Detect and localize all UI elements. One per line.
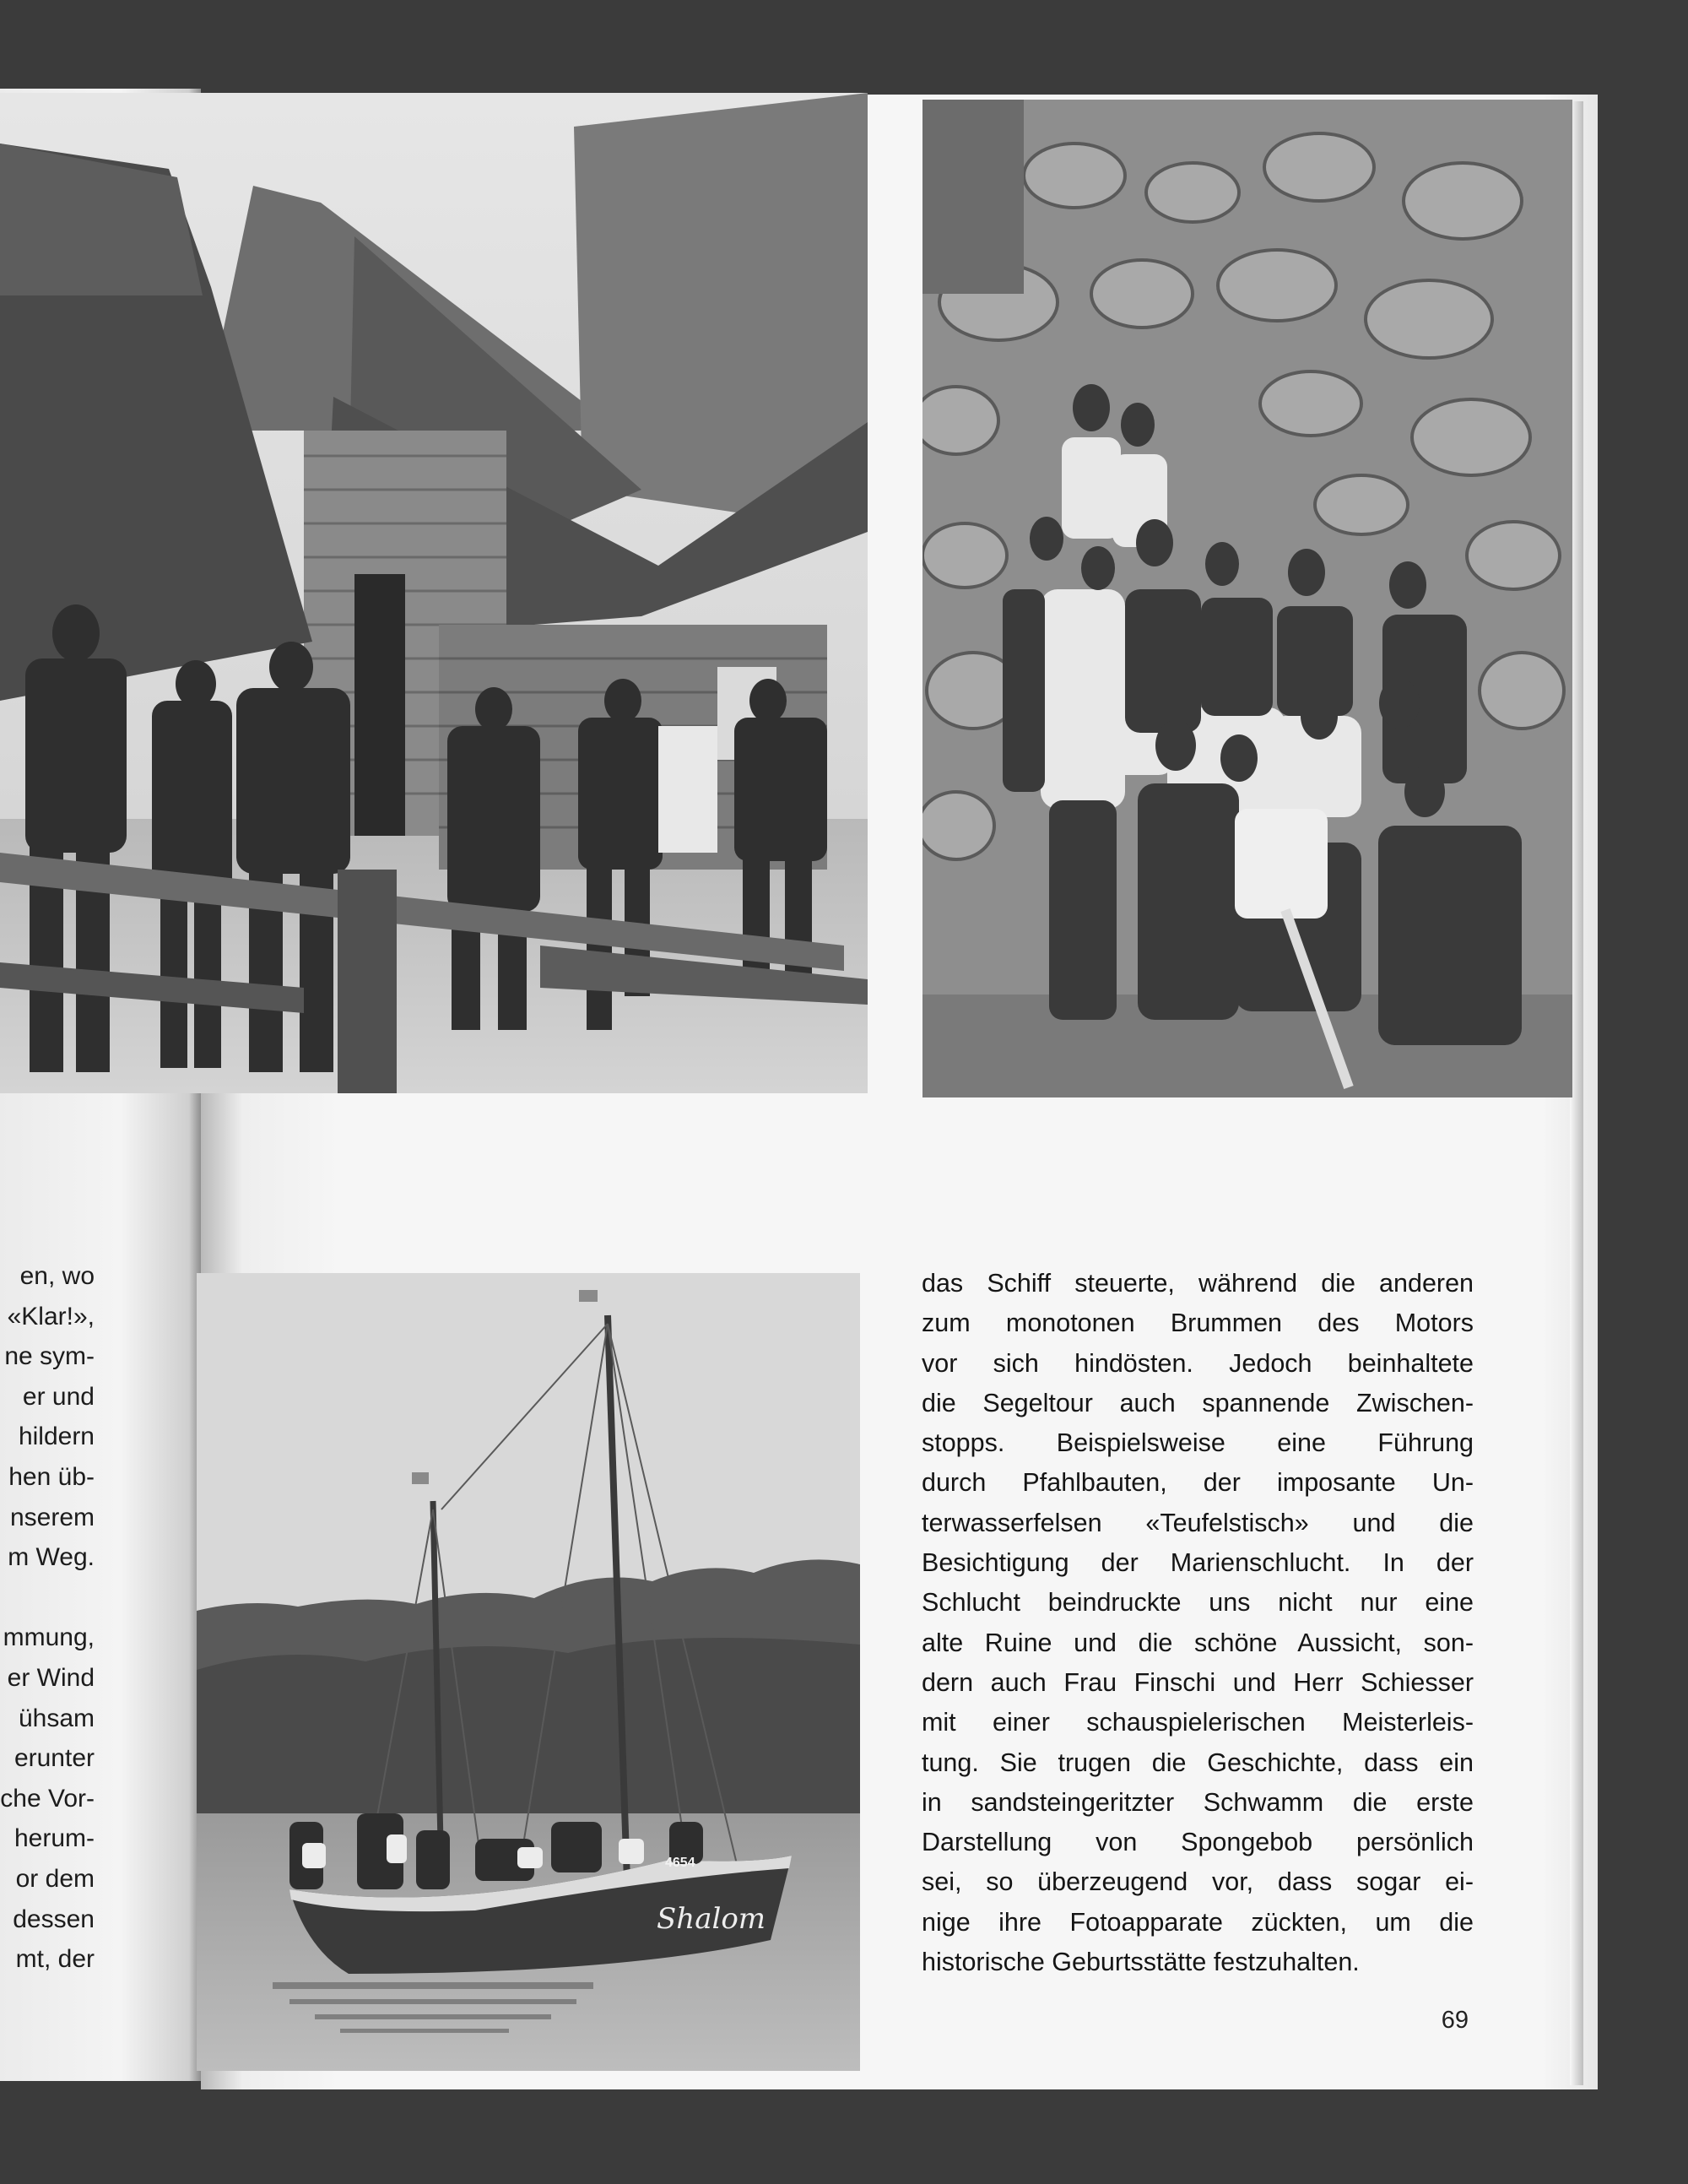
text-line: er und (22, 1382, 95, 1411)
text-line: or dem (15, 1864, 95, 1893)
text-line: ne sym- (4, 1342, 95, 1371)
text-line: mt, der (15, 1945, 95, 1974)
boat-name: Shalom (657, 1902, 766, 1936)
text-line: mit einer schauspielerischen Meisterleis- (922, 1708, 1474, 1737)
body-text (922, 1264, 1474, 1982)
text-line: m Weg. (8, 1543, 95, 1572)
text-line: sei, so überzeugend vor, dass sogar ei- (922, 1867, 1474, 1897)
text-line: Schlucht beindruckte uns nicht nur eine (922, 1588, 1474, 1618)
text-line: er Wind (7, 1663, 95, 1692)
text-line: das Schiff steuerte, während die anderen (922, 1269, 1474, 1298)
text-line: hen üb- (8, 1462, 95, 1491)
boat-number: 4654 (665, 1856, 695, 1870)
sailboat-photo (197, 1273, 860, 2071)
text-line: zum monotonen Brummen des Motors (922, 1309, 1474, 1338)
text-line: stopps. Beispielsweise eine Führung (922, 1428, 1474, 1458)
text-line: historische Geburtsstätte festzuhalten. (922, 1948, 1360, 1977)
text-line: dern auch Frau Finschi und Herr Schiesser (922, 1667, 1474, 1697)
text-line: mmung, (3, 1623, 95, 1652)
text-line: durch Pfahlbauten, der imposante Un- (922, 1468, 1474, 1498)
text-line: vor sich hindösten. Jedoch beinhaltete (922, 1348, 1474, 1378)
group-at-ruin-photo (922, 100, 1572, 1097)
text-line: tung. Sie trugen die Geschichte, dass ein (922, 1748, 1474, 1777)
text-line: in sandsteingeritzter Schwamm die erste (922, 1787, 1474, 1817)
text-line: che Vor- (0, 1784, 95, 1813)
text-line: Besichtigung der Marienschlucht. In der (922, 1548, 1474, 1578)
text-line: Darstellung von Spongebob persönlich (922, 1828, 1474, 1857)
text-line: erunter (14, 1744, 95, 1773)
text-line: nige ihre Fotoapparate zückten, um die (922, 1907, 1474, 1937)
text-line: dessen (13, 1905, 95, 1933)
text-line: terwasserfelsen «Teufelstisch» und die (922, 1508, 1474, 1537)
text-line: die Segeltour auch spannende Zwischen- (922, 1388, 1474, 1417)
text-line: alte Ruine und die schöne Aussicht, son- (922, 1628, 1474, 1657)
left-column-text (0, 1256, 95, 1980)
text-line: «Klar!», (7, 1302, 95, 1330)
page-number: 69 (1441, 2007, 1469, 2034)
text-line: ühsam (18, 1704, 95, 1732)
stilt-houses-photo (0, 93, 868, 1093)
text-line: hildern (18, 1423, 95, 1451)
paragraph-gap (0, 1578, 95, 1618)
text-line: herum- (14, 1824, 95, 1853)
text-line: en, wo (19, 1262, 95, 1290)
text-line: nserem (9, 1503, 95, 1531)
